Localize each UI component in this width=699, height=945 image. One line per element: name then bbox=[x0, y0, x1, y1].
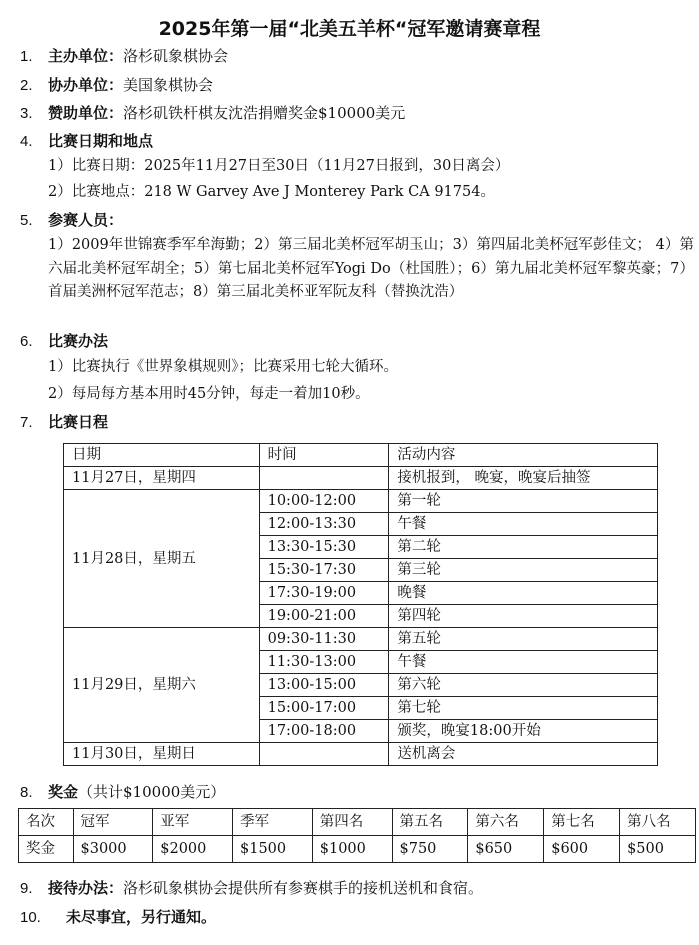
prize-header-cell: 第五名 bbox=[392, 809, 468, 836]
venue-item: 2）比赛地点：218 W Garvey Ave J Monterey Park CA 91754。 bbox=[48, 184, 495, 200]
header-cell: 日期 bbox=[64, 444, 260, 467]
activity-cell: 第五轮 bbox=[389, 628, 658, 651]
section-number: 1. bbox=[20, 48, 33, 65]
date-cell: 11月29日，星期六 bbox=[64, 628, 260, 743]
rules-item: 1）比赛执行《世界象棋规则》；比赛采用七轮大循环。 bbox=[48, 359, 398, 375]
section-text: 美国象棋协会 bbox=[123, 76, 214, 94]
section-participants bbox=[20, 208, 123, 232]
prize-amount-cell: $650 bbox=[468, 836, 544, 863]
section-prize bbox=[20, 780, 225, 804]
section-text: 洛杉矶象棋协会提供所有参赛棋手的接机送机和食宿。 bbox=[123, 879, 484, 897]
prize-header-cell: 季军 bbox=[233, 809, 313, 836]
rules-item: 2）每局每方基本用时45分钟，每走一着加10秒。 bbox=[48, 386, 370, 402]
prize-amount-cell: 奖金 bbox=[19, 836, 74, 863]
prize-amount-cell: $1000 bbox=[312, 836, 392, 863]
time-cell: 13:00-15:00 bbox=[259, 674, 389, 697]
prize-header-cell: 第四名 bbox=[312, 809, 392, 836]
time-cell: 15:00-17:00 bbox=[259, 697, 389, 720]
section-heading: 协办单位： bbox=[48, 76, 124, 94]
activity-cell: 颁奖，晚宴18:00开始 bbox=[389, 720, 658, 743]
section-heading: 比赛办法 bbox=[48, 332, 109, 350]
section-schedule bbox=[20, 410, 108, 434]
section-rules bbox=[20, 329, 108, 353]
time-cell: 12:00-13:30 bbox=[259, 513, 389, 536]
prize-amount-cell: $600 bbox=[544, 836, 620, 863]
prize-header-row bbox=[19, 809, 696, 836]
activity-cell: 第六轮 bbox=[389, 674, 658, 697]
date-cell: 11月27日，星期四 bbox=[64, 467, 260, 490]
activity-cell: 第七轮 bbox=[389, 697, 658, 720]
time-cell: 15:30-17:30 bbox=[259, 559, 389, 582]
section-number: 9. bbox=[20, 880, 33, 897]
section-heading: 未尽事宜，另行通知。 bbox=[66, 908, 217, 926]
time-cell: 13:30-15:30 bbox=[259, 536, 389, 559]
time-cell bbox=[259, 467, 389, 490]
schedule-row bbox=[64, 490, 658, 513]
header-cell: 时间 bbox=[259, 444, 389, 467]
activity-cell: 午餐 bbox=[389, 513, 658, 536]
schedule-row bbox=[64, 467, 658, 490]
section-number: 4. bbox=[20, 133, 33, 150]
section-date-venue bbox=[20, 129, 153, 153]
activity-cell: 第三轮 bbox=[389, 559, 658, 582]
date-cell: 11月28日，星期五 bbox=[64, 490, 260, 628]
activity-cell: 第一轮 bbox=[389, 490, 658, 513]
schedule-row bbox=[64, 743, 658, 766]
section-number: 2. bbox=[20, 77, 33, 94]
section-sponsor bbox=[20, 101, 405, 125]
activity-cell: 午餐 bbox=[389, 651, 658, 674]
section-number: 8. bbox=[20, 784, 33, 801]
header-cell: 活动内容 bbox=[389, 444, 658, 467]
time-cell: 09:30-11:30 bbox=[259, 628, 389, 651]
section-heading: 主办单位： bbox=[48, 47, 124, 65]
prize-header-cell: 名次 bbox=[19, 809, 74, 836]
section-heading: 比赛日期和地点 bbox=[48, 132, 154, 150]
section-number: 3. bbox=[20, 105, 33, 122]
section-heading: 比赛日程 bbox=[48, 413, 109, 431]
section-co-organizer bbox=[20, 73, 213, 97]
page-title: 2025年第一届“北美五羊杯“冠军邀请赛章程 bbox=[158, 18, 541, 40]
section-text: 洛杉矶铁杆棋友沈浩捐赠奖金$10000美元 bbox=[123, 104, 406, 122]
section-heading: 赞助单位： bbox=[48, 104, 124, 122]
section-note: （共计$10000美元） bbox=[78, 783, 226, 801]
activity-cell: 接机报到， 晚宴，晚宴后抽签 bbox=[389, 467, 658, 490]
date-item: 1）比赛日期：2025年11月27日至30日（11月27日报到，30日离会） bbox=[48, 158, 510, 174]
prize-header-cell: 第八名 bbox=[620, 809, 696, 836]
schedule-table bbox=[63, 443, 658, 766]
activity-cell: 第二轮 bbox=[389, 536, 658, 559]
schedule-header-row bbox=[64, 444, 658, 467]
prize-amount-cell: $2000 bbox=[153, 836, 233, 863]
prize-header-cell: 第七名 bbox=[544, 809, 620, 836]
time-cell bbox=[259, 743, 389, 766]
time-cell: 17:30-19:00 bbox=[259, 582, 389, 605]
prize-amount-cell: $500 bbox=[620, 836, 696, 863]
time-cell: 17:00-18:00 bbox=[259, 720, 389, 743]
prize-amount-cell: $1500 bbox=[233, 836, 313, 863]
prize-amount-row bbox=[19, 836, 696, 863]
participants-text: 1）2009年世锦赛季军牟海勤；2）第三届北美杯冠军胡玉山；3）第四届北美杯冠军彭佳文； 4）第六届北美杯冠军胡全；5）第七届北美杯冠军Yogi Do（杜国胜）；6）第九届北美杯冠军黎英豪；7）首届美洲杯冠军范志；8）第三届北美杯亚军阮友科（替换沈浩） bbox=[48, 237, 694, 300]
section-heading: 接待办法： bbox=[48, 879, 124, 897]
prize-table bbox=[18, 808, 696, 863]
activity-cell: 晚餐 bbox=[389, 582, 658, 605]
section-reception bbox=[20, 876, 483, 900]
activity-cell: 送机离会 bbox=[389, 743, 658, 766]
activity-cell: 第四轮 bbox=[389, 605, 658, 628]
prize-header-cell: 冠军 bbox=[73, 809, 153, 836]
date-cell: 11月30日，星期日 bbox=[64, 743, 260, 766]
time-cell: 11:30-13:00 bbox=[259, 651, 389, 674]
section-text: 洛杉矶象棋协会 bbox=[123, 47, 229, 65]
section-number: 7. bbox=[20, 414, 33, 431]
prize-header-cell: 第六名 bbox=[468, 809, 544, 836]
prize-header-cell: 亚军 bbox=[153, 809, 233, 836]
section-organizer bbox=[20, 44, 228, 68]
prize-amount-cell: $3000 bbox=[73, 836, 153, 863]
section-number: 6. bbox=[20, 333, 33, 350]
schedule-row bbox=[64, 628, 658, 651]
section-other bbox=[20, 905, 216, 929]
time-cell: 19:00-21:00 bbox=[259, 605, 389, 628]
time-cell: 10:00-12:00 bbox=[259, 490, 389, 513]
section-heading: 参赛人员： bbox=[48, 211, 124, 229]
prize-amount-cell: $750 bbox=[392, 836, 468, 863]
section-number: 10. bbox=[20, 909, 41, 926]
section-heading: 奖金 bbox=[48, 783, 79, 801]
section-number: 5. bbox=[20, 212, 33, 229]
